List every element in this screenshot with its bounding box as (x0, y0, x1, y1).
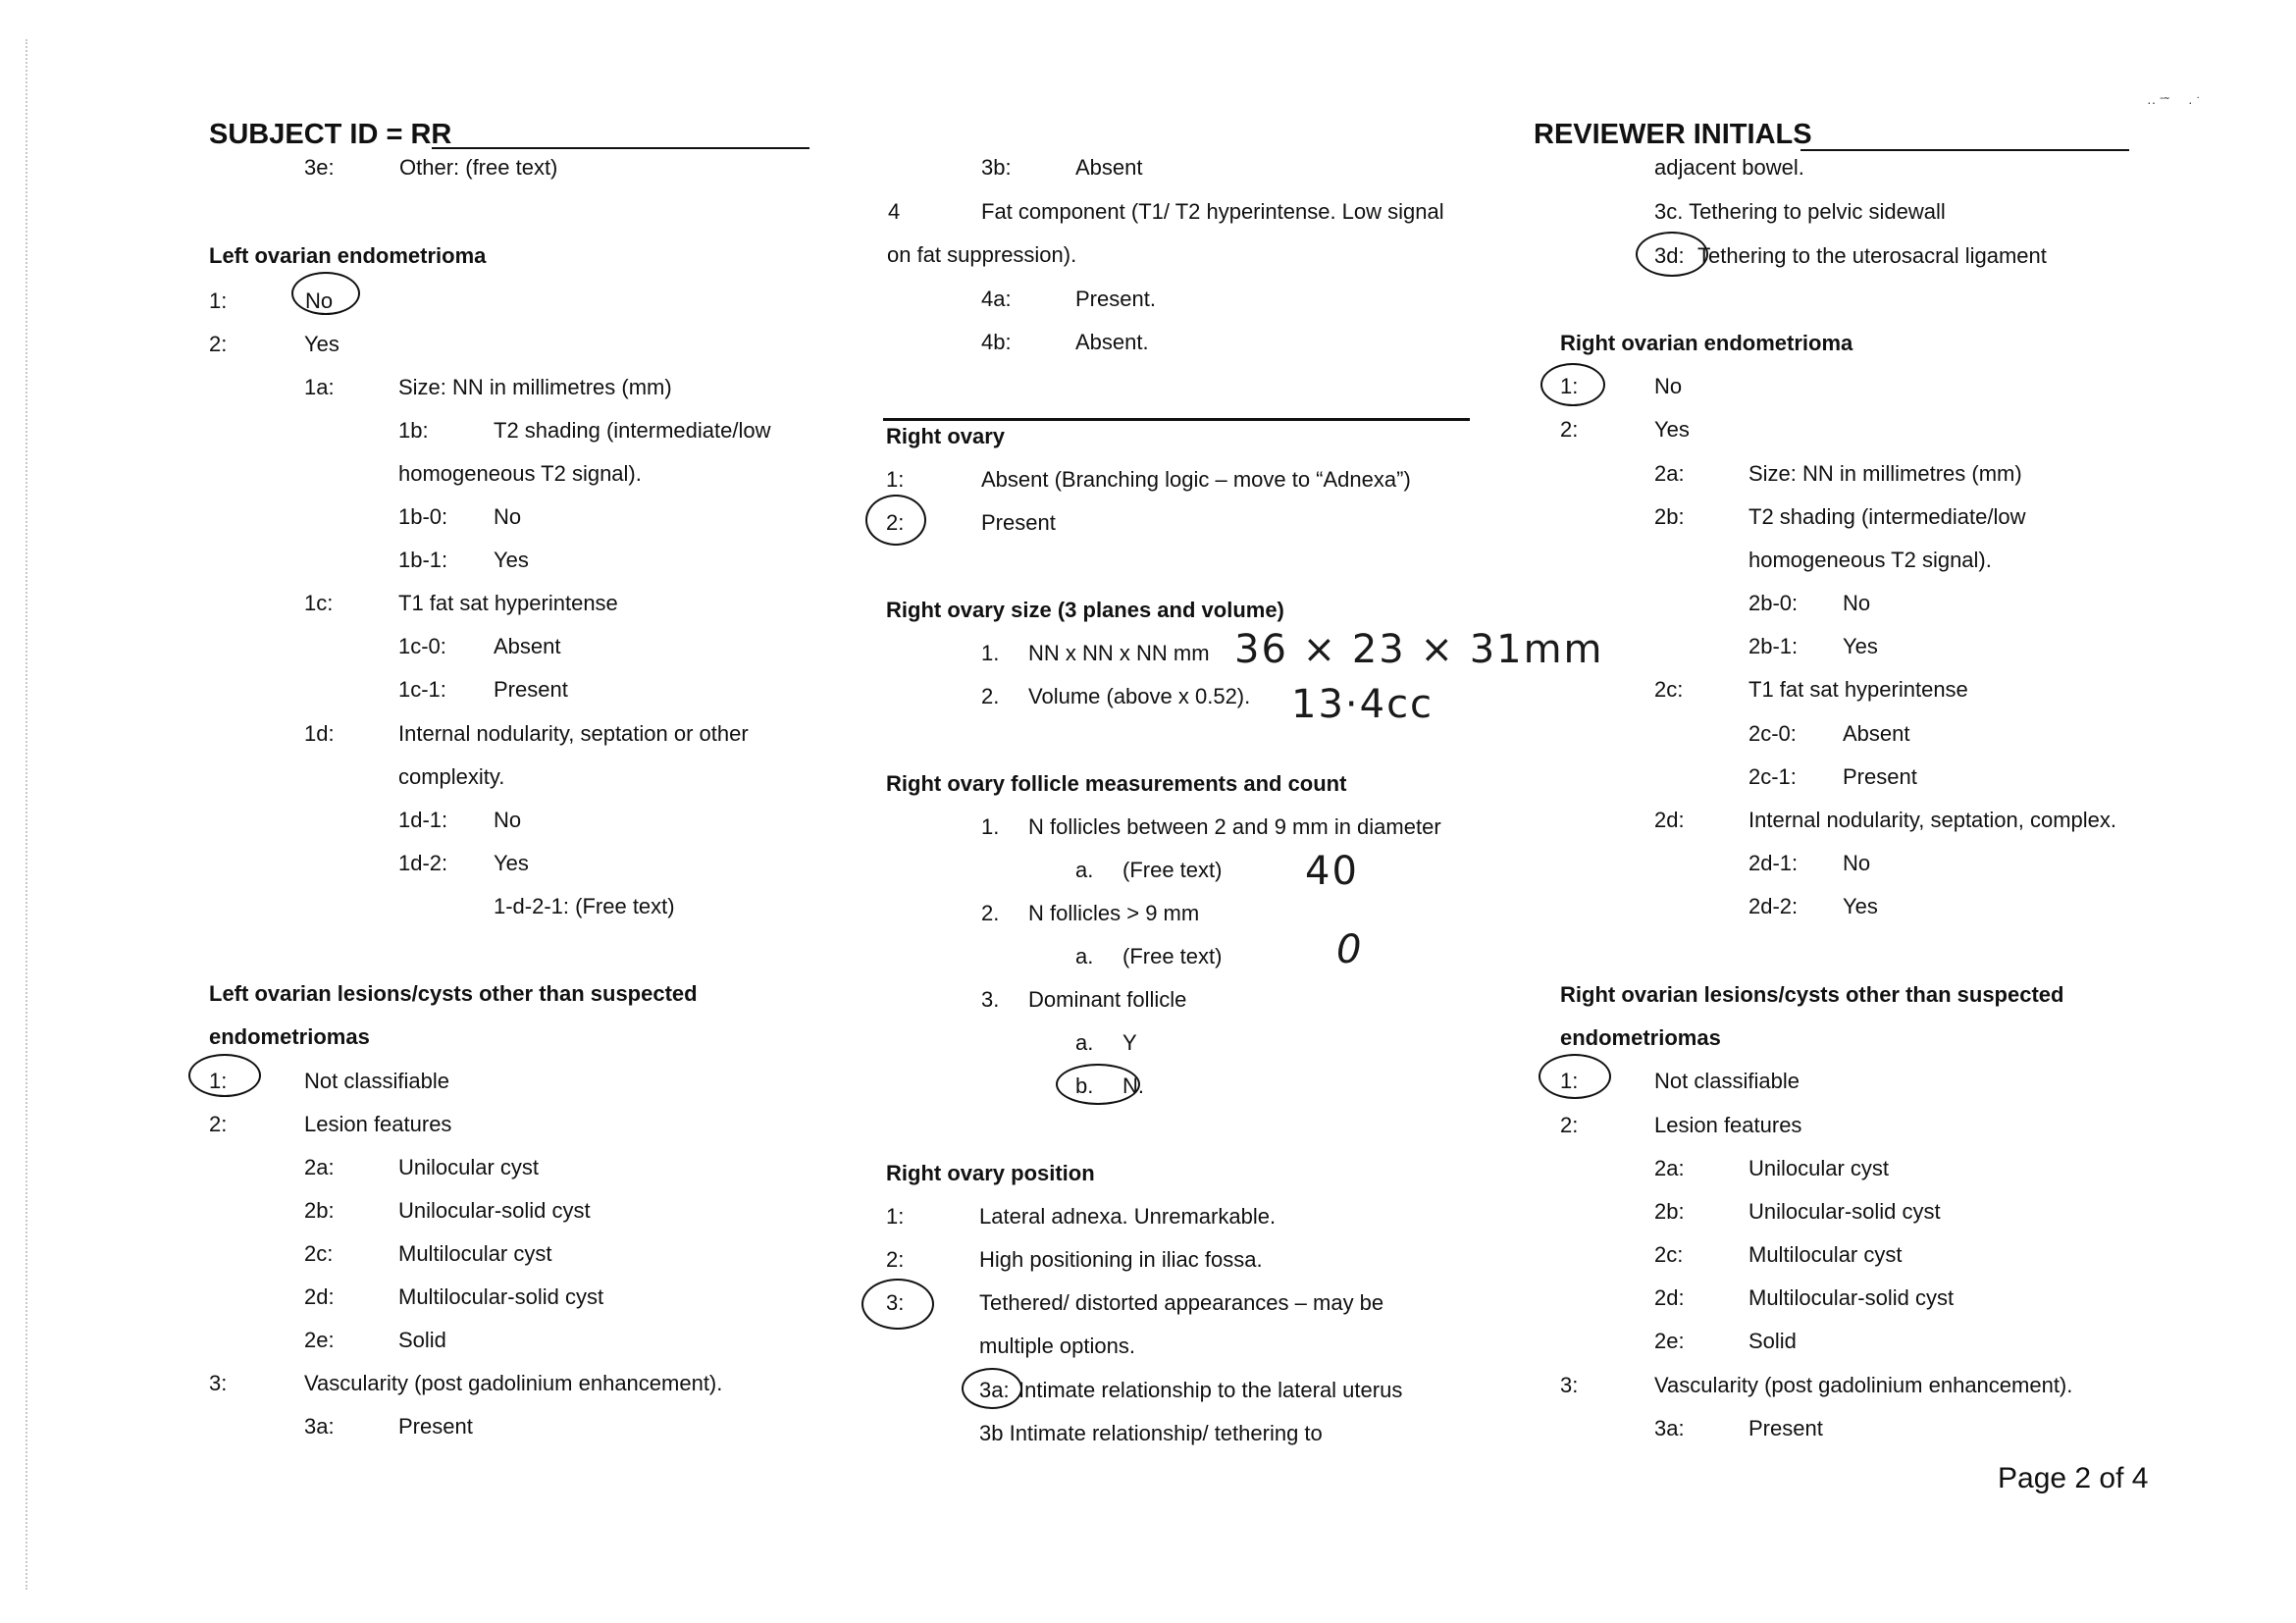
follicles-2-9mm: N follicles between 2 and 9 mm in diameter (1028, 814, 1441, 839)
code-1: 1: (1560, 1069, 1579, 1093)
code-2b: 2b: (1654, 504, 1685, 529)
code-2: 2. (981, 684, 1000, 708)
right-endo-t1-fat: T1 fat sat hyperintense (1748, 677, 1968, 702)
right-endometrioma-heading: Right ovarian endometrioma (1560, 331, 1853, 355)
tethering-uterosacral: Tethering to the uterosacral ligament (1697, 243, 2047, 268)
code-3d: 3d: (1654, 243, 1685, 268)
code-a: a. (1075, 944, 1094, 969)
code-b: b. (1075, 1073, 1094, 1098)
left-endo-size: Size: NN in millimetres (mm) (398, 375, 672, 399)
code-2e: 2e: (1654, 1329, 1685, 1353)
option-2e-text: Solid (1748, 1329, 1797, 1353)
option-2a-text: Unilocular cyst (398, 1155, 540, 1179)
left-endo-t1-fat: T1 fat sat hyperintense (398, 591, 618, 615)
code-3a: 3a: (1654, 1416, 1685, 1440)
right-lesions-not-classifiable: Not classifiable (1654, 1069, 1800, 1093)
code-4a: 4a: (981, 287, 1012, 311)
code-1b-0: 1b-0: (398, 504, 448, 529)
position-lateral-uterus: Intimate relationship to the lateral uterus (1018, 1378, 1403, 1402)
dominant-follicle-y: Y (1122, 1030, 1137, 1055)
right-lesions-vascularity: Vascularity (post gadolinium enhancement). (1654, 1373, 2073, 1397)
adjacent-bowel-cont: adjacent bowel. (1654, 155, 1804, 180)
handwritten-follicle-count: 40 (1305, 849, 1359, 894)
code-2: 2: (886, 1247, 905, 1272)
code-a: a. (1075, 1030, 1094, 1055)
size-volume: Volume (above x 0.52). (1028, 684, 1251, 708)
code-1: 1: (886, 467, 905, 492)
right-endo-size: Size: NN in millimetres (mm) (1748, 461, 2022, 486)
left-endo-nodularity-cont: complexity. (398, 764, 505, 789)
option-1b-1-text: Yes (494, 548, 529, 572)
follicles-over-9mm-free-text: (Free text) (1122, 944, 1223, 969)
answer-circle-mark (865, 495, 926, 546)
handwritten-dimensions: 36 × 23 × 31mm (1234, 627, 1604, 672)
code-3: 3. (981, 987, 1000, 1012)
code-1b: 1b: (398, 418, 429, 443)
right-endo-yes: Yes (1654, 417, 1690, 442)
right-lesions-features: Lesion features (1654, 1113, 1802, 1137)
answer-circle-mark (1540, 363, 1605, 406)
code-2: 2: (1560, 1113, 1579, 1137)
code-2c: 2c: (304, 1241, 334, 1266)
option-2c-text: Multilocular cyst (398, 1241, 552, 1266)
code-2d: 2d: (304, 1284, 335, 1309)
answer-circle-mark (962, 1368, 1022, 1409)
code-2a: 2a: (1654, 1156, 1685, 1180)
code-1: 1: (1560, 374, 1579, 398)
option-2d-2-text: Yes (1843, 894, 1878, 918)
position-tethered: Tethered/ distorted appearances – may be (979, 1290, 1384, 1315)
size-dimensions: NN x NN x NN mm (1028, 641, 1210, 665)
answer-circle-mark (1539, 1054, 1611, 1099)
option-2b-text: Unilocular-solid cyst (1748, 1199, 1941, 1224)
option-2d-text: Multilocular-solid cyst (398, 1284, 604, 1309)
code-1b-1: 1b-1: (398, 548, 448, 572)
tethering-pelvic-sidewall: 3c. Tethering to pelvic sidewall (1654, 199, 1946, 224)
right-lesions-heading: Right ovarian lesions/cysts other than suspected (1560, 982, 2064, 1007)
option-2e-text: Solid (398, 1328, 446, 1352)
answer-circle-mark (188, 1054, 261, 1097)
option-2c-0-text: Absent (1843, 721, 1910, 746)
option-1d-2-1-text: 1-d-2-1: (Free text) (494, 894, 675, 918)
right-endo-nodularity: Internal nodularity, septation, complex. (1748, 808, 2117, 832)
code-2: 2: (209, 332, 228, 356)
left-lesions-heading-cont: endometriomas (209, 1024, 370, 1049)
code-3: 3: (1560, 1373, 1579, 1397)
left-endometrioma-heading: Left ovarian endometrioma (209, 243, 487, 268)
right-ovary-heading: Right ovary (886, 424, 1006, 448)
option-3a-text: Present (1748, 1416, 1823, 1440)
code-3a: 3a: (304, 1414, 335, 1439)
code-2e: 2e: (304, 1328, 335, 1352)
right-endo-no: No (1654, 374, 1683, 398)
right-ovary-size-heading: Right ovary size (3 planes and volume) (886, 598, 1284, 622)
handwritten-volume: 13·4cc (1291, 682, 1435, 727)
code-1: 1: (209, 288, 228, 313)
code-2: 2: (209, 1112, 228, 1136)
right-lesions-heading-cont: endometriomas (1560, 1025, 1721, 1050)
option-2b-0-text: No (1843, 591, 1871, 615)
right-ovary-present: Present (981, 510, 1056, 535)
code-2d: 2d: (1654, 808, 1685, 832)
code-2: 2: (1560, 417, 1579, 442)
option-2d-1-text: No (1843, 851, 1871, 875)
fat-component: Fat component (T1/ T2 hyperintense. Low signal (981, 199, 1444, 224)
answer-circle-mark (1636, 232, 1708, 277)
section-divider (883, 418, 1470, 421)
option-1c-0-text: Absent (494, 634, 561, 658)
code-1c-1: 1c-1: (398, 677, 446, 702)
option-3e-text: Other: (free text) (399, 155, 558, 180)
option-3b-text: Absent (1075, 155, 1143, 180)
code-4: 4 (888, 199, 901, 224)
code-1a: 1a: (304, 375, 335, 399)
code-3: 3: (209, 1371, 228, 1395)
left-endo-yes: Yes (304, 332, 339, 356)
position-tethering-to: 3b Intimate relationship/ tethering to (979, 1421, 1323, 1445)
code-4b: 4b: (981, 330, 1012, 354)
position-tethered-cont: multiple options. (979, 1334, 1135, 1358)
option-1c-1-text: Present (494, 677, 568, 702)
option-2c-1-text: Present (1843, 764, 1917, 789)
code-1d: 1d: (304, 721, 335, 746)
code-2b: 2b: (1654, 1199, 1685, 1224)
option-4a-text: Present. (1075, 287, 1156, 311)
left-endo-no: No (305, 288, 334, 313)
right-endo-t2-shading: T2 shading (intermediate/low (1748, 504, 2026, 529)
code-1: 1: (209, 1069, 228, 1093)
code-2c-0: 2c-0: (1748, 721, 1797, 746)
option-2a-text: Unilocular cyst (1748, 1156, 1890, 1180)
left-lesions-heading: Left ovarian lesions/cysts other than suspected (209, 981, 698, 1006)
code-2c: 2c: (1654, 1242, 1684, 1267)
code-3e: 3e: (304, 155, 335, 180)
code-2c-1: 2c-1: (1748, 764, 1797, 789)
code-1: 1: (886, 1204, 905, 1229)
code-2b: 2b: (304, 1198, 335, 1223)
code-1: 1. (981, 641, 1000, 665)
left-endo-t2-shading-cont: homogeneous T2 signal). (398, 461, 642, 486)
code-a: a. (1075, 858, 1094, 882)
left-endo-nodularity: Internal nodularity, septation or other (398, 721, 749, 746)
option-4b-text: Absent. (1075, 330, 1149, 354)
code-2: 2: (886, 510, 905, 535)
reviewer-initials-label: REVIEWER INITIALS (1534, 119, 1812, 150)
handwritten-large-follicle-count: 0 (1336, 927, 1364, 972)
position-lateral-adnexa: Lateral adnexa. Unremarkable. (979, 1204, 1277, 1229)
code-3b: 3b: (981, 155, 1012, 180)
position-iliac-fossa: High positioning in iliac fossa. (979, 1247, 1263, 1272)
subject-id-line (432, 147, 809, 149)
option-2c-text: Multilocular cyst (1748, 1242, 1903, 1267)
code-3a: 3a: (979, 1378, 1010, 1402)
right-ovary-absent: Absent (Branching logic – move to “Adnexa”) (981, 467, 1411, 492)
answer-circle-mark (1056, 1064, 1140, 1105)
code-1c: 1c: (304, 591, 334, 615)
subject-id-label: SUBJECT ID = RR (209, 119, 452, 150)
right-ovary-position-heading: Right ovary position (886, 1161, 1095, 1185)
code-1c-0: 1c-0: (398, 634, 446, 658)
code-2a: 2a: (304, 1155, 335, 1179)
answer-circle-mark (861, 1279, 934, 1330)
scan-specks: ·· ˉ˜ · ˙ (2147, 94, 2202, 110)
fat-component-cont: on fat suppression). (887, 242, 1077, 267)
option-1d-2-text: Yes (494, 851, 529, 875)
option-3a-text: Present (398, 1414, 473, 1439)
option-2b-1-text: Yes (1843, 634, 1878, 658)
code-2b-1: 2b-1: (1748, 634, 1799, 658)
left-lesions-not-classifiable: Not classifiable (304, 1069, 449, 1093)
left-lesions-features: Lesion features (304, 1112, 452, 1136)
option-2b-text: Unilocular-solid cyst (398, 1198, 591, 1223)
code-2b-0: 2b-0: (1748, 591, 1799, 615)
dominant-follicle: Dominant follicle (1028, 987, 1187, 1012)
code-2a: 2a: (1654, 461, 1685, 486)
code-1d-2: 1d-2: (398, 851, 448, 875)
code-1d-1: 1d-1: (398, 808, 448, 832)
follicles-2-9mm-free-text: (Free text) (1122, 858, 1223, 882)
option-2d-text: Multilocular-solid cyst (1748, 1285, 1955, 1310)
code-2d: 2d: (1654, 1285, 1685, 1310)
option-1d-1-text: No (494, 808, 522, 832)
scan-edge-dots (26, 39, 27, 1590)
code-3: 3: (886, 1290, 905, 1315)
code-2d-2: 2d-2: (1748, 894, 1799, 918)
reviewer-initials-line (1800, 149, 2129, 151)
follicles-over-9mm: N follicles > 9 mm (1028, 901, 1200, 925)
dominant-follicle-n: N. (1122, 1073, 1144, 1098)
code-2: 2. (981, 901, 1000, 925)
follicle-heading: Right ovary follicle measurements and count (886, 771, 1347, 796)
right-endo-t2-shading-cont: homogeneous T2 signal). (1748, 548, 1992, 572)
page-number: Page 2 of 4 (1998, 1462, 2149, 1494)
left-lesions-vascularity: Vascularity (post gadolinium enhancement). (304, 1371, 723, 1395)
code-1: 1. (981, 814, 1000, 839)
code-2d-1: 2d-1: (1748, 851, 1799, 875)
answer-circle-mark (291, 272, 360, 315)
code-2c: 2c: (1654, 677, 1684, 702)
option-1b-0-text: No (494, 504, 522, 529)
left-endo-t2-shading: T2 shading (intermediate/low (494, 418, 771, 443)
